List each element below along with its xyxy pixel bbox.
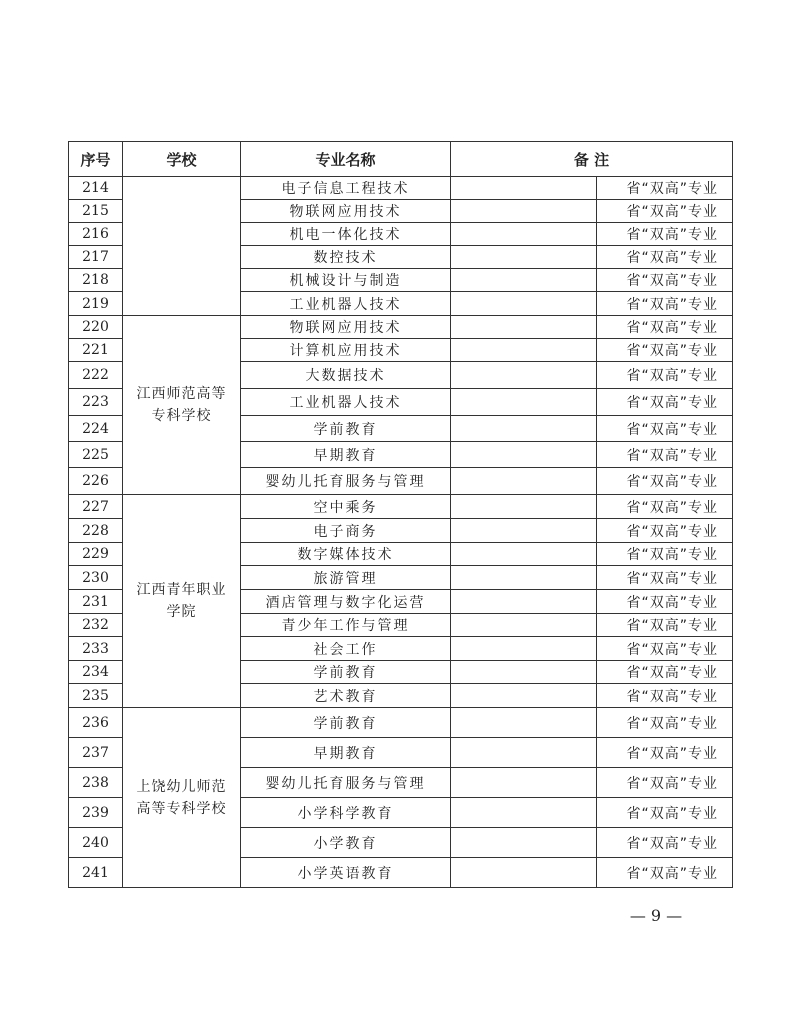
major-cell: 数字媒体技术 <box>241 543 451 566</box>
major-cell: 电子商务 <box>241 519 451 543</box>
school-cell <box>123 495 241 708</box>
seq-cell: 239 <box>69 798 123 828</box>
major-cell: 学前教育 <box>241 661 451 684</box>
note-blank-cell <box>451 828 597 858</box>
header-note: 备 注 <box>451 142 733 177</box>
seq-cell: 223 <box>69 389 123 416</box>
note-blank-cell <box>451 339 597 362</box>
table-row <box>69 495 733 519</box>
note-blank-cell <box>451 269 597 292</box>
major-cell: 婴幼儿托育服务与管理 <box>241 768 451 798</box>
note-blank-cell <box>451 362 597 389</box>
note-cell: 省“双高”专业 <box>597 858 733 888</box>
major-cell: 工业机器人技术 <box>241 292 451 316</box>
seq-cell: 219 <box>69 292 123 316</box>
note-blank-cell <box>451 637 597 661</box>
header-school: 学校 <box>123 142 241 177</box>
major-cell: 物联网应用技术 <box>241 200 451 223</box>
school-cell <box>123 708 241 888</box>
note-blank-cell <box>451 566 597 590</box>
major-cell: 社会工作 <box>241 637 451 661</box>
seq-cell: 240 <box>69 828 123 858</box>
seq-cell: 225 <box>69 442 123 468</box>
note-blank-cell <box>451 708 597 738</box>
school-cell <box>123 177 241 316</box>
note-blank-cell <box>451 389 597 416</box>
school-name: 江西师范高等专科学校 <box>136 386 227 424</box>
note-cell: 省“双高”专业 <box>597 738 733 768</box>
seq-cell: 215 <box>69 200 123 223</box>
seq-cell: 241 <box>69 858 123 888</box>
seq-cell: 229 <box>69 543 123 566</box>
note-blank-cell <box>451 768 597 798</box>
note-blank-cell <box>451 468 597 495</box>
note-blank-cell <box>451 798 597 828</box>
seq-cell: 220 <box>69 316 123 339</box>
seq-cell: 238 <box>69 768 123 798</box>
seq-cell: 237 <box>69 738 123 768</box>
note-blank-cell <box>451 200 597 223</box>
note-blank-cell <box>451 543 597 566</box>
note-cell: 省“双高”专业 <box>597 614 733 637</box>
seq-cell: 230 <box>69 566 123 590</box>
seq-cell: 222 <box>69 362 123 389</box>
major-cell: 学前教育 <box>241 416 451 442</box>
note-cell: 省“双高”专业 <box>597 389 733 416</box>
note-cell: 省“双高”专业 <box>597 416 733 442</box>
note-blank-cell <box>451 292 597 316</box>
header-row <box>69 142 733 177</box>
note-blank-cell <box>451 416 597 442</box>
note-blank-cell <box>451 246 597 269</box>
table-row <box>69 708 733 738</box>
seq-cell: 216 <box>69 223 123 246</box>
note-cell: 省“双高”专业 <box>597 339 733 362</box>
major-cell: 工业机器人技术 <box>241 389 451 416</box>
note-blank-cell <box>451 495 597 519</box>
major-cell: 酒店管理与数字化运营 <box>241 590 451 614</box>
school-cell <box>123 316 241 495</box>
major-cell: 小学教育 <box>241 828 451 858</box>
major-cell: 机电一体化技术 <box>241 223 451 246</box>
note-cell: 省“双高”专业 <box>597 316 733 339</box>
major-cell: 小学科学教育 <box>241 798 451 828</box>
note-blank-cell <box>451 519 597 543</box>
major-cell: 艺术教育 <box>241 684 451 708</box>
note-cell: 省“双高”专业 <box>597 519 733 543</box>
note-cell: 省“双高”专业 <box>597 590 733 614</box>
major-cell: 小学英语教育 <box>241 858 451 888</box>
note-cell: 省“双高”专业 <box>597 269 733 292</box>
note-blank-cell <box>451 223 597 246</box>
major-cell: 数控技术 <box>241 246 451 269</box>
note-blank-cell <box>451 684 597 708</box>
note-cell: 省“双高”专业 <box>597 768 733 798</box>
table-body <box>69 177 733 888</box>
major-cell: 旅游管理 <box>241 566 451 590</box>
major-cell: 青少年工作与管理 <box>241 614 451 637</box>
seq-cell: 228 <box>69 519 123 543</box>
seq-cell: 224 <box>69 416 123 442</box>
note-blank-cell <box>451 442 597 468</box>
note-cell: 省“双高”专业 <box>597 200 733 223</box>
note-cell: 省“双高”专业 <box>597 828 733 858</box>
seq-cell: 236 <box>69 708 123 738</box>
seq-cell: 226 <box>69 468 123 495</box>
note-blank-cell <box>451 316 597 339</box>
major-cell: 早期教育 <box>241 738 451 768</box>
note-cell: 省“双高”专业 <box>597 177 733 200</box>
major-cell: 机械设计与制造 <box>241 269 451 292</box>
note-cell: 省“双高”专业 <box>597 798 733 828</box>
major-cell: 早期教育 <box>241 442 451 468</box>
note-cell: 省“双高”专业 <box>597 661 733 684</box>
note-cell: 省“双高”专业 <box>597 495 733 519</box>
seq-cell: 227 <box>69 495 123 519</box>
major-cell: 空中乘务 <box>241 495 451 519</box>
seq-cell: 231 <box>69 590 123 614</box>
major-cell: 电子信息工程技术 <box>241 177 451 200</box>
school-name: 上饶幼儿师范高等专科学校 <box>136 778 227 817</box>
note-blank-cell <box>451 858 597 888</box>
note-blank-cell <box>451 614 597 637</box>
seq-cell: 234 <box>69 661 123 684</box>
seq-cell: 233 <box>69 637 123 661</box>
page-number: — 9 — <box>629 906 683 925</box>
note-cell: 省“双高”专业 <box>597 362 733 389</box>
school-name: 江西青年职业学院 <box>136 582 227 620</box>
note-blank-cell <box>451 661 597 684</box>
majors-table <box>68 141 733 888</box>
note-cell: 省“双高”专业 <box>597 543 733 566</box>
major-cell: 物联网应用技术 <box>241 316 451 339</box>
note-blank-cell <box>451 738 597 768</box>
note-cell: 省“双高”专业 <box>597 566 733 590</box>
major-cell: 婴幼儿托育服务与管理 <box>241 468 451 495</box>
note-cell: 省“双高”专业 <box>597 637 733 661</box>
seq-cell: 221 <box>69 339 123 362</box>
note-cell: 省“双高”专业 <box>597 468 733 495</box>
note-cell: 省“双高”专业 <box>597 246 733 269</box>
seq-cell: 217 <box>69 246 123 269</box>
major-cell: 学前教育 <box>241 708 451 738</box>
header-major: 专业名称 <box>241 142 451 177</box>
note-blank-cell <box>451 590 597 614</box>
table-row <box>69 177 733 200</box>
note-cell: 省“双高”专业 <box>597 708 733 738</box>
seq-cell: 214 <box>69 177 123 200</box>
seq-cell: 218 <box>69 269 123 292</box>
header-seq: 序号 <box>69 142 123 177</box>
note-cell: 省“双高”专业 <box>597 684 733 708</box>
seq-cell: 235 <box>69 684 123 708</box>
table-row <box>69 316 733 339</box>
note-cell: 省“双高”专业 <box>597 223 733 246</box>
major-cell: 计算机应用技术 <box>241 339 451 362</box>
note-blank-cell <box>451 177 597 200</box>
note-cell: 省“双高”专业 <box>597 442 733 468</box>
major-cell: 大数据技术 <box>241 362 451 389</box>
seq-cell: 232 <box>69 614 123 637</box>
note-cell: 省“双高”专业 <box>597 292 733 316</box>
